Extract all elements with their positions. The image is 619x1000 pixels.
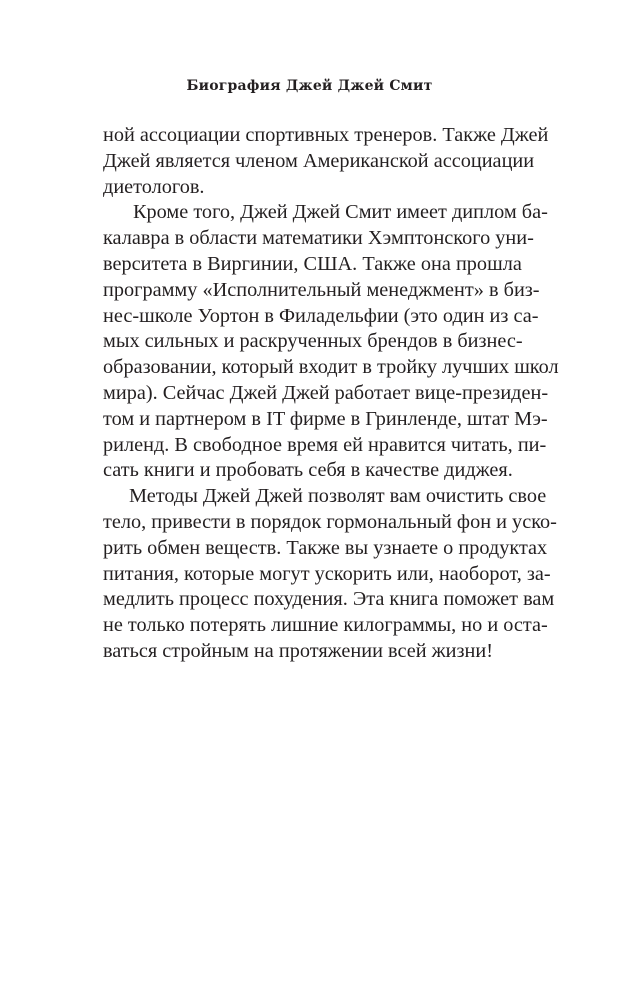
text-line: питания, которые могут ускорить или, наоборот, за- <box>103 562 551 585</box>
text-line: Джей является членом Американской ассоциации <box>103 149 535 172</box>
text-line: калавра в области математики Хэмптонского уни- <box>103 227 534 250</box>
paragraph <box>103 484 557 665</box>
text-line: Кроме того, Джей Джей Смит имеет диплом ба- <box>133 201 548 224</box>
text-line: ной ассоциации спортивных тренеров. Также Джей <box>103 124 549 146</box>
text-line: тело, привести в порядок гормональный фон и уско- <box>103 510 557 533</box>
text-line: ваться стройным на протяжении всей жизни! <box>103 639 493 662</box>
paragraph <box>103 200 559 484</box>
text-line: образовании, который входит в тройку лучших школ <box>103 356 559 379</box>
text-line: диетологов. <box>103 175 205 198</box>
text-line: том и партнером в IT фирме в Гринленде, штат Мэ- <box>103 407 548 430</box>
text-line: верситета в Виргинии, США. Также она прошла <box>103 252 522 275</box>
text-line: программу «Исполнительный менеджмент» в биз- <box>103 278 540 301</box>
text-line: сать книги и пробовать себя в качестве диджея. <box>103 459 513 482</box>
text-line: мых сильных и раскрученных брендов в бизнес- <box>103 330 523 353</box>
text-line: не только потерять лишние килограммы, но и оста- <box>103 614 548 637</box>
body-text <box>103 123 559 665</box>
text-line: Методы Джей Джей позволят вам очистить свое <box>129 485 547 508</box>
text-line: мира). Сейчас Джей Джей работает вице-президен- <box>103 381 549 404</box>
text-line: риленд. В свободное время ей нравится читать, пи- <box>103 433 547 456</box>
text-line: медлить процесс похудения. Эта книга поможет вам <box>103 588 555 611</box>
paragraph <box>103 123 549 200</box>
text-line: нес-школе Уортон в Филадельфии (это один из са- <box>103 304 539 327</box>
running-head: Биография Джей Джей Смит <box>186 78 433 94</box>
text-line: рить обмен веществ. Также вы узнаете о продуктах <box>103 536 548 559</box>
